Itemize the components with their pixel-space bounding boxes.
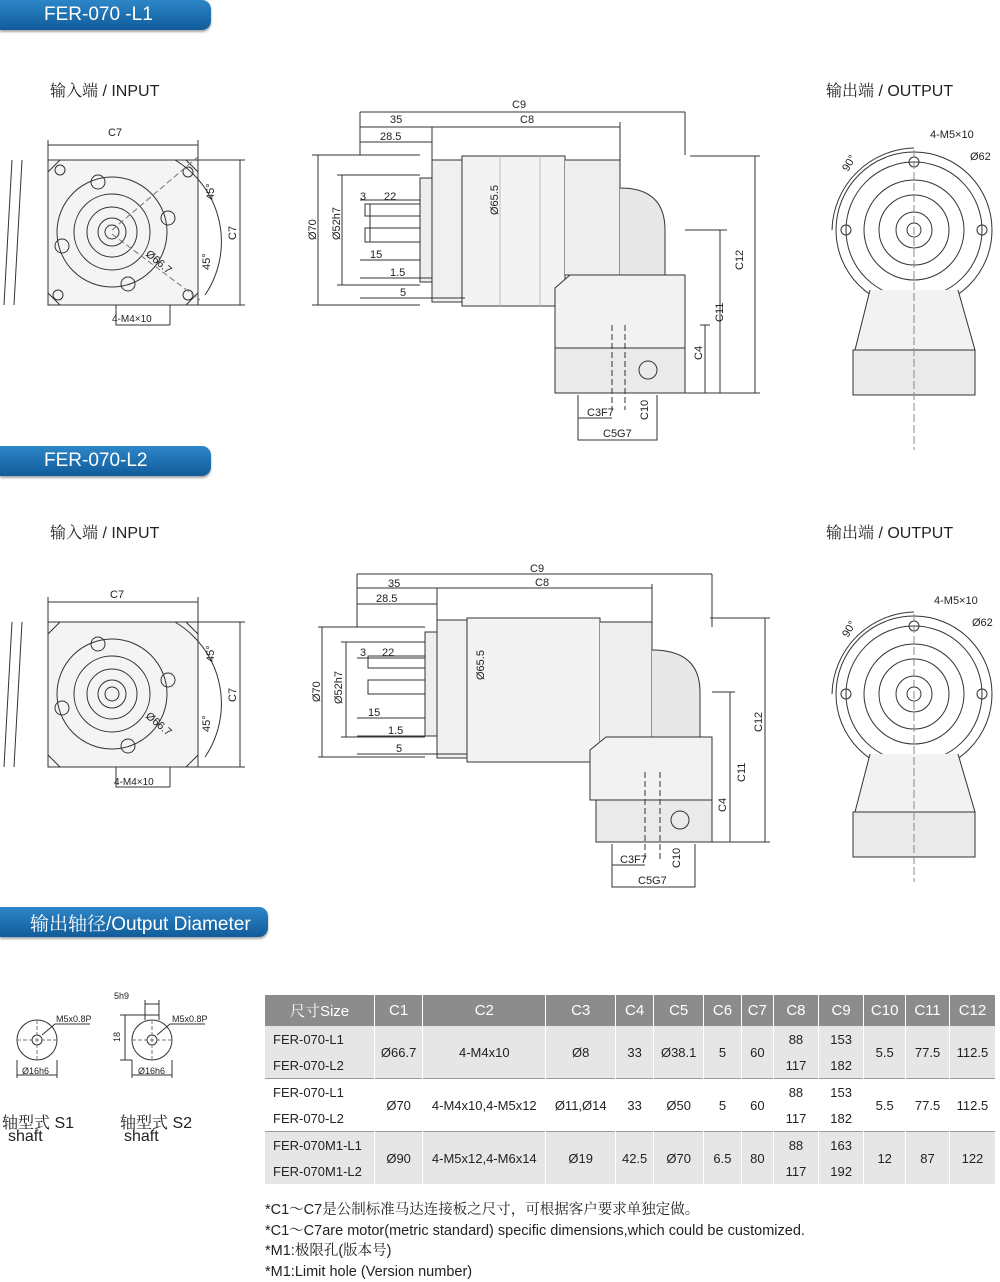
shaft-sketches bbox=[0, 990, 260, 1080]
dim-m4x10: 4-M4×10 bbox=[112, 314, 152, 325]
s1-dia: Ø16h6 bbox=[22, 1066, 49, 1076]
cell-c5: Ø38.1 bbox=[654, 1026, 704, 1079]
shaft-s1-label: 轴型式 S1 bbox=[2, 1110, 74, 1133]
col-c6: C6 bbox=[704, 995, 742, 1026]
dim-c3f7-l2: C3F7 bbox=[620, 854, 647, 866]
section-title-l2-text: FER-070-L2 bbox=[0, 450, 148, 472]
cell-c10: 12 bbox=[864, 1132, 906, 1185]
dim-c4-l2: C4 bbox=[717, 798, 729, 812]
cell-c8: 88 bbox=[773, 1079, 818, 1106]
col-c10: C10 bbox=[864, 995, 906, 1026]
col-size: 尺寸Size bbox=[265, 995, 375, 1026]
col-c8: C8 bbox=[773, 995, 818, 1026]
s2-key: 5h9 bbox=[114, 991, 129, 1001]
col-c7: C7 bbox=[741, 995, 773, 1026]
dim-28-5-l2: 28.5 bbox=[376, 593, 397, 605]
cell-c8: 117 bbox=[773, 1105, 818, 1132]
dim-28-5: 28.5 bbox=[380, 131, 401, 143]
cell-c10: 5.5 bbox=[864, 1079, 906, 1132]
cell-c3: Ø11,Ø14 bbox=[546, 1079, 616, 1132]
cell-c8: 88 bbox=[773, 1132, 818, 1159]
spec-table bbox=[265, 995, 996, 1184]
dim-m4x10-l2: 4-M4×10 bbox=[114, 777, 154, 788]
dim-c7-side: C7 bbox=[227, 226, 239, 240]
s2-dia: Ø16h6 bbox=[138, 1066, 165, 1076]
dim-c10-l2: C10 bbox=[671, 848, 683, 868]
dim-c3f7: C3F7 bbox=[587, 407, 614, 419]
cell-c6: 5 bbox=[704, 1026, 742, 1079]
dim-phi52h7-l2: Ø52h7 bbox=[333, 671, 345, 704]
dim-phi65-5-l2: Ø65.5 bbox=[475, 650, 487, 680]
cell-model: FER-070-L2 bbox=[265, 1105, 375, 1132]
table-row bbox=[265, 1132, 996, 1159]
dim-phi65-5: Ø65.5 bbox=[489, 185, 501, 215]
break-lines bbox=[4, 160, 22, 305]
section-title-l2 bbox=[0, 446, 211, 476]
dim-phi70-l2: Ø70 bbox=[311, 681, 323, 702]
cell-c3: Ø19 bbox=[546, 1132, 616, 1185]
cell-c9: 192 bbox=[819, 1158, 864, 1184]
angle-45-bottom-l2: 45° bbox=[201, 715, 213, 732]
shaft-s2-label: 轴型式 S2 bbox=[120, 1110, 192, 1133]
elbow-section bbox=[620, 188, 665, 275]
cell-c2: 4-M4x10 bbox=[423, 1026, 546, 1079]
note-line: *M1:极限孔(版本号) bbox=[265, 1241, 805, 1262]
col-c11: C11 bbox=[906, 995, 950, 1026]
col-c1: C1 bbox=[375, 995, 423, 1026]
dim-c7-top: C7 bbox=[108, 127, 122, 139]
dim-35-l2: 35 bbox=[388, 578, 400, 590]
dim-c9-l2: C9 bbox=[530, 563, 544, 575]
cell-c4: 33 bbox=[616, 1079, 654, 1132]
col-c5: C5 bbox=[654, 995, 704, 1026]
table-row bbox=[265, 1026, 996, 1052]
dim-35: 35 bbox=[390, 114, 402, 126]
angle-45-top: 45° bbox=[205, 183, 217, 200]
col-c3: C3 bbox=[546, 995, 616, 1026]
section-title-diameter-text: 输出轴径/Output Diameter bbox=[0, 909, 251, 936]
col-c12: C12 bbox=[949, 995, 995, 1026]
cell-c6: 5 bbox=[704, 1079, 742, 1132]
dim-c10: C10 bbox=[639, 400, 651, 420]
note-line: *M1:Limit hole (Version number) bbox=[265, 1262, 805, 1282]
dim-3: 3 bbox=[360, 191, 366, 203]
s1-thread: M5x0.8P bbox=[56, 1014, 92, 1024]
cell-c1: Ø90 bbox=[375, 1132, 423, 1185]
col-c4: C4 bbox=[616, 995, 654, 1026]
cell-c4: 42.5 bbox=[616, 1132, 654, 1185]
dim-22-l2: 22 bbox=[382, 647, 394, 659]
dim-c8-text: C8 bbox=[520, 114, 534, 126]
cell-model: FER-070-L2 bbox=[265, 1052, 375, 1079]
cell-model: FER-070-L1 bbox=[265, 1026, 375, 1052]
angle-90: 90° bbox=[840, 153, 859, 173]
cell-c12: 112.5 bbox=[949, 1079, 995, 1132]
dim-c12: C12 bbox=[734, 250, 746, 270]
dim-15-l2: 15 bbox=[368, 707, 380, 719]
cell-c1: Ø70 bbox=[375, 1079, 423, 1132]
dim-phi66-7-l2: Ø66.7 bbox=[143, 710, 174, 738]
input-view-label-l2: 输入端 / INPUT bbox=[50, 520, 159, 543]
dim-c5g7: C5G7 bbox=[603, 428, 632, 440]
input-view-label-l1: 输入端 / INPUT bbox=[50, 78, 159, 101]
dim-c12-l2: C12 bbox=[753, 712, 765, 732]
dim-22: 22 bbox=[384, 191, 396, 203]
dim-m5x10-l2: 4-M5×10 bbox=[934, 595, 978, 607]
dim-c8-l2: C8 bbox=[535, 577, 549, 589]
table-header-row bbox=[265, 995, 996, 1026]
cell-c11: 77.5 bbox=[906, 1026, 950, 1079]
dim-c11-l2: C11 bbox=[736, 763, 748, 782]
cell-c3: Ø8 bbox=[546, 1026, 616, 1079]
cell-c12: 122 bbox=[949, 1132, 995, 1185]
cell-c7: 60 bbox=[741, 1079, 773, 1132]
cell-c6: 6.5 bbox=[704, 1132, 742, 1185]
cell-c9: 153 bbox=[819, 1079, 864, 1106]
cell-c9: 182 bbox=[819, 1052, 864, 1079]
drawing-l1 bbox=[0, 90, 1000, 450]
angle-45-top-l2: 45° bbox=[205, 645, 217, 662]
cell-c8: 88 bbox=[773, 1026, 818, 1052]
output-housing bbox=[555, 348, 685, 393]
input-flange-plate bbox=[48, 160, 198, 305]
cell-c5: Ø70 bbox=[654, 1132, 704, 1185]
cell-c2: 4-M5x12,4-M6x14 bbox=[423, 1132, 546, 1185]
shaft-flange bbox=[420, 178, 432, 282]
notes-block bbox=[265, 1200, 805, 1282]
dim-phi62: Ø62 bbox=[970, 151, 991, 163]
cell-c5: Ø50 bbox=[654, 1079, 704, 1132]
drawing-l2 bbox=[0, 532, 1000, 892]
dim-phi66-7: Ø66.7 bbox=[143, 248, 174, 276]
dim-phi52h7: Ø52h7 bbox=[331, 207, 343, 240]
cell-c9: 153 bbox=[819, 1026, 864, 1052]
s2-thread: M5x0.8P bbox=[172, 1014, 208, 1024]
dim-1-5-l2: 1.5 bbox=[388, 725, 403, 737]
cell-c11: 87 bbox=[906, 1132, 950, 1185]
cell-model: FER-070M1-L1 bbox=[265, 1132, 375, 1159]
note-line: *C1～C7是公制标准马达连接板之尺寸，可根据客户要求单独定做。 bbox=[265, 1200, 805, 1221]
section-title-l1 bbox=[0, 0, 211, 30]
section-title-diameter bbox=[0, 907, 268, 937]
col-c9: C9 bbox=[819, 995, 864, 1026]
cell-c8: 117 bbox=[773, 1052, 818, 1079]
cell-c2: 4-M4x10,4-M5x12 bbox=[423, 1079, 546, 1132]
angle-90-l2: 90° bbox=[840, 619, 859, 639]
col-c2: C2 bbox=[423, 995, 546, 1026]
dim-15: 15 bbox=[370, 249, 382, 261]
note-line: *C1～C7are motor(metric standard) specific dimensions,which could be customized. bbox=[265, 1221, 805, 1242]
angle-45-bottom: 45° bbox=[201, 253, 213, 270]
dim-5-l2: 5 bbox=[396, 743, 402, 755]
dim-phi70: Ø70 bbox=[307, 219, 319, 240]
cell-model: FER-070-L1 bbox=[265, 1079, 375, 1106]
s2-height: 18 bbox=[112, 1032, 122, 1042]
dim-3-l2: 3 bbox=[360, 647, 366, 659]
output-view-label-l1: 输出端 / OUTPUT bbox=[826, 78, 953, 101]
dim-c5g7-l2: C5G7 bbox=[638, 875, 667, 887]
cell-c9: 163 bbox=[819, 1132, 864, 1159]
cell-c7: 80 bbox=[741, 1132, 773, 1185]
cell-c10: 5.5 bbox=[864, 1026, 906, 1079]
cell-model: FER-070M1-L2 bbox=[265, 1158, 375, 1184]
dim-c7-side-l2: C7 bbox=[227, 688, 239, 702]
cell-c11: 77.5 bbox=[906, 1079, 950, 1132]
cell-c1: Ø66.7 bbox=[375, 1026, 423, 1079]
table-row bbox=[265, 1079, 996, 1106]
dim-c7-top-l2: C7 bbox=[110, 589, 124, 601]
cell-c8: 117 bbox=[773, 1158, 818, 1184]
cell-c9: 182 bbox=[819, 1105, 864, 1132]
cell-c7: 60 bbox=[741, 1026, 773, 1079]
dim-c9-text: C9 bbox=[512, 99, 526, 111]
section-title-l1-text: FER-070 -L1 bbox=[0, 4, 153, 26]
gear-housing bbox=[462, 156, 565, 306]
cell-c12: 112.5 bbox=[949, 1026, 995, 1079]
dim-phi62-l2: Ø62 bbox=[972, 617, 993, 629]
cell-c4: 33 bbox=[616, 1026, 654, 1079]
dim-c4: C4 bbox=[693, 346, 705, 360]
dim-5: 5 bbox=[400, 287, 406, 299]
dim-c11: C11 bbox=[714, 303, 726, 322]
dim-1-5: 1.5 bbox=[390, 267, 405, 279]
shaft-s2-word: shaft bbox=[124, 1128, 159, 1146]
shaft-s1-word: shaft bbox=[8, 1128, 43, 1146]
dim-m5x10: 4-M5×10 bbox=[930, 129, 974, 141]
output-view-label-l2: 输出端 / OUTPUT bbox=[826, 520, 953, 543]
